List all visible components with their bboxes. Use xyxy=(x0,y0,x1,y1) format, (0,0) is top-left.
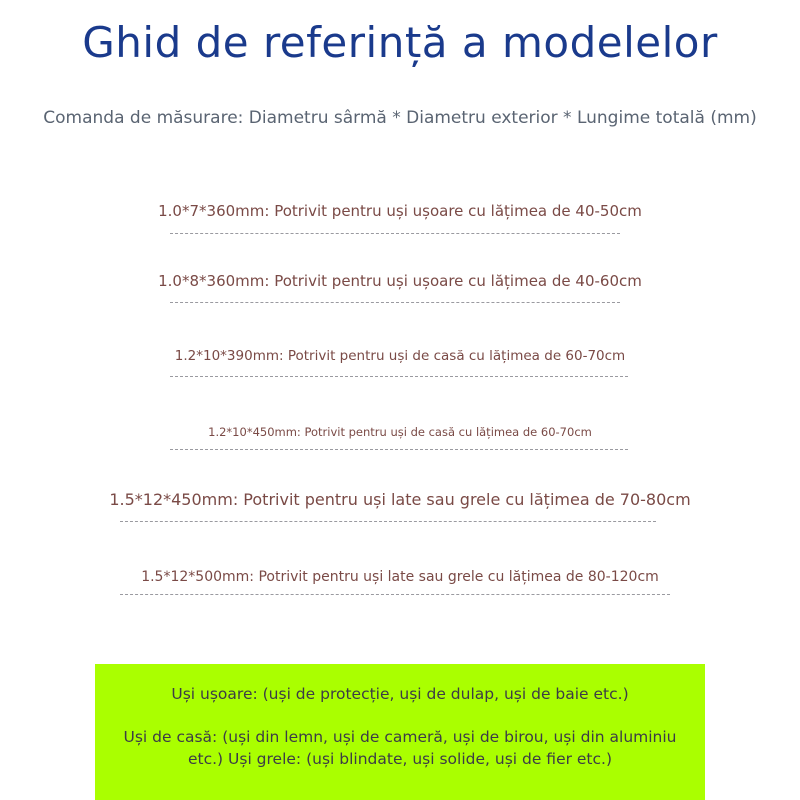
spec-row xyxy=(0,271,800,290)
spec-text: 1.0*8*360mm: Potrivit pentru uși ușoare cu lățimea de 40-60cm xyxy=(158,272,642,290)
spec-text: 1.2*10*450mm: Potrivit pentru uși de casă cu lățimea de 60-70cm xyxy=(208,425,592,439)
dashed-divider xyxy=(0,302,800,304)
door-types-note-box xyxy=(95,664,705,800)
dashed-divider xyxy=(0,233,800,235)
spec-row xyxy=(0,490,800,509)
divider-line xyxy=(120,521,656,522)
spec-text: 1.5*12*450mm: Potrivit pentru uși late sau grele cu lățimea de 70-80cm xyxy=(109,490,691,509)
spec-row xyxy=(0,421,800,440)
spec-text: 1.2*10*390mm: Potrivit pentru uși de casă cu lățimea de 60-70cm xyxy=(174,348,626,364)
spec-row xyxy=(0,345,800,364)
measurement-order-subtitle: Comanda de măsurare: Diametru sârmă * Diametru exterior * Lungime totală (mm) xyxy=(43,108,757,128)
divider-line xyxy=(170,376,628,377)
divider-line xyxy=(120,594,670,595)
spec-row xyxy=(0,201,800,220)
divider-line xyxy=(170,302,620,303)
spec-row xyxy=(0,566,800,585)
light-doors-note: Uși ușoare: (uși de protecție, uși de dulap, uși de baie etc.) xyxy=(171,685,629,703)
divider-line xyxy=(170,233,620,234)
dashed-divider xyxy=(0,594,800,596)
spec-text: 1.0*7*360mm: Potrivit pentru uși ușoare cu lățimea de 40-50cm xyxy=(158,202,642,220)
spec-text: 1.5*12*500mm: Potrivit pentru uși late sau grele cu lățimea de 80-120cm xyxy=(141,569,659,585)
dashed-divider xyxy=(0,521,800,523)
page-title: Ghid de referință a modelelor xyxy=(82,18,718,67)
house-and-heavy-doors-note: Uși de casă: (uși din lemn, uși de cameră, uși de birou, uși din aluminiu etc.) Uși grele: (uși blindate, uși solide, uși de fier etc.) xyxy=(123,728,677,768)
divider-line xyxy=(170,449,628,450)
dashed-divider xyxy=(0,449,800,451)
dashed-divider xyxy=(0,376,800,378)
